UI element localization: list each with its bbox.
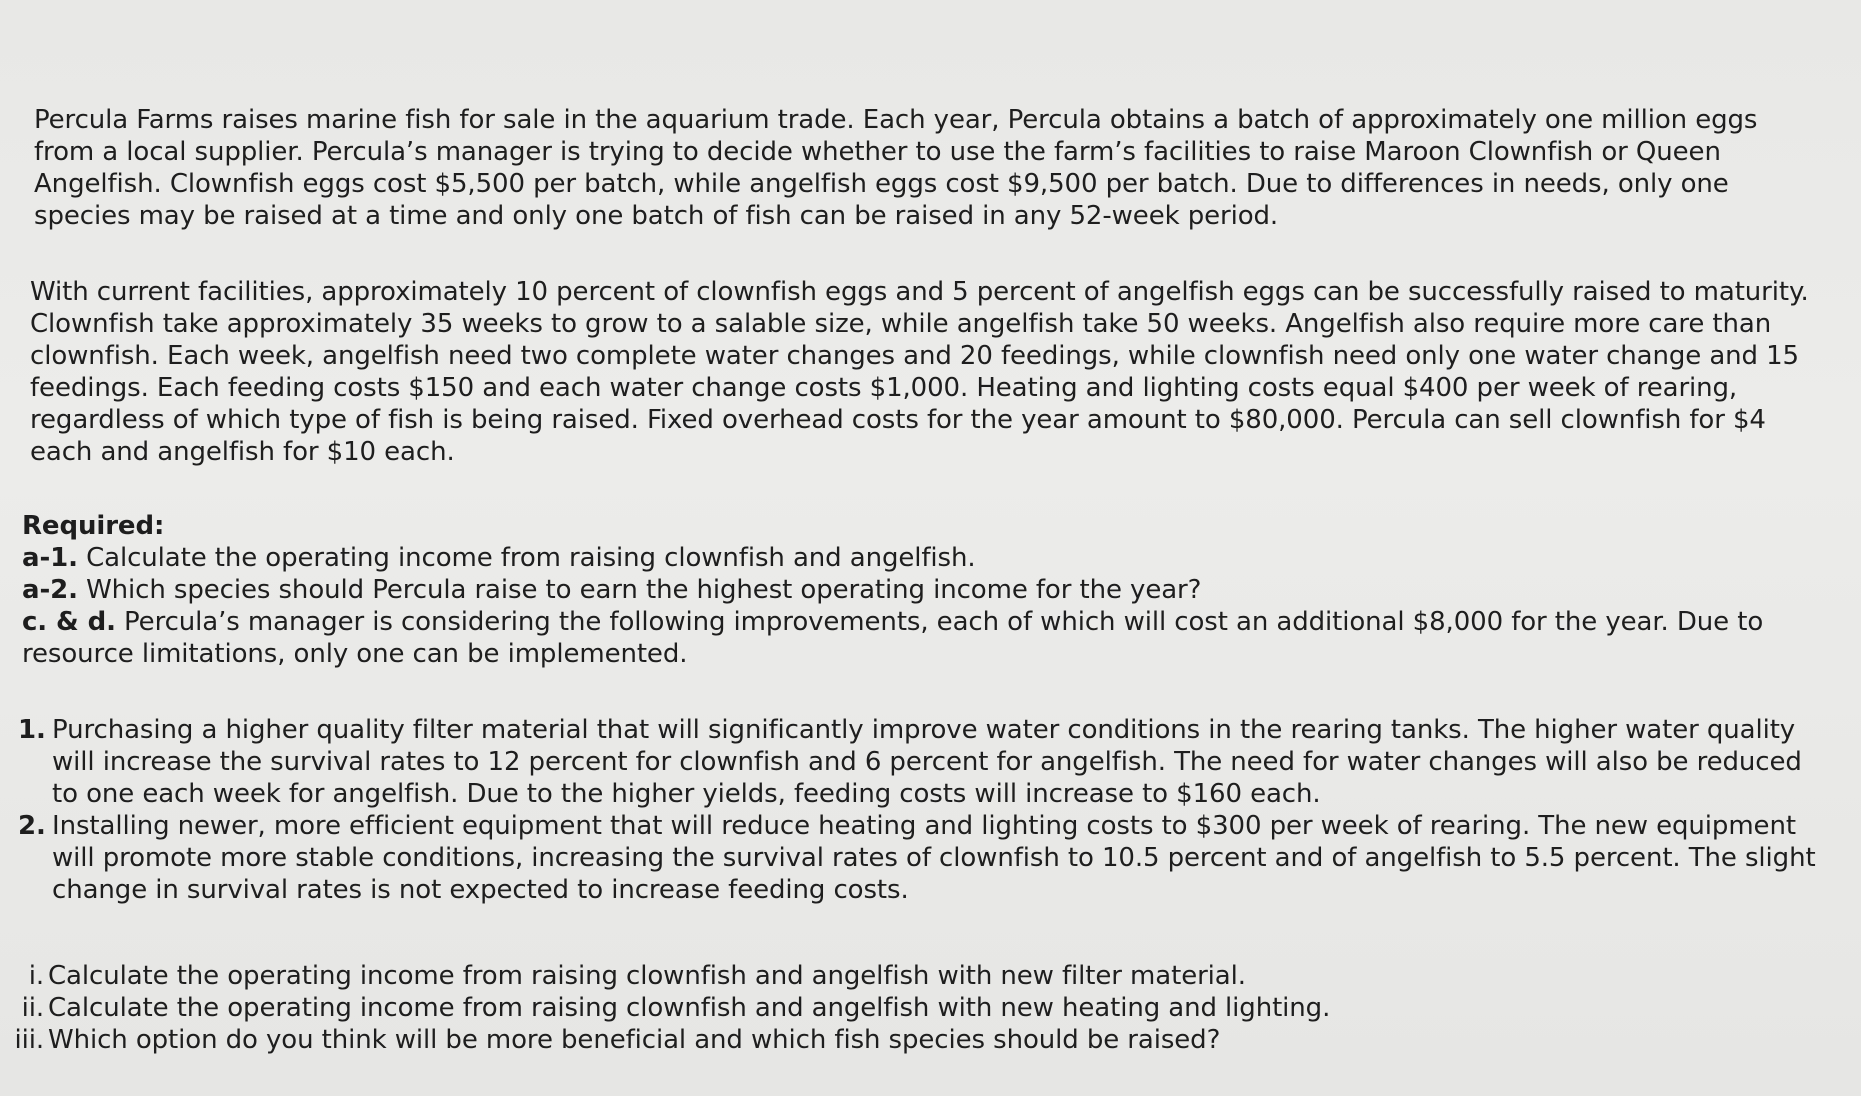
- question-number: ii.: [21, 993, 44, 1023]
- required-item-a1: [22, 542, 1832, 574]
- questions-list: [14, 960, 1814, 1056]
- question-text: Calculate the operating income from raising clownfish and angelfish with new heating and lighting.: [48, 993, 1331, 1023]
- question-text: Calculate the operating income from raising clownfish and angelfish with new filter material.: [48, 961, 1246, 991]
- required-item-text: Which species should Percula raise to earn the highest operating income for the year?: [77, 575, 1202, 605]
- improvement-item: [18, 714, 1818, 810]
- required-item-label: a-1.: [22, 543, 78, 573]
- improvement-number: 1.: [18, 715, 46, 745]
- question-item: [14, 1024, 1814, 1056]
- required-item-label: a-2.: [22, 575, 78, 605]
- question-number: i.: [28, 961, 44, 991]
- question-number: iii.: [14, 1025, 44, 1055]
- required-section: [22, 510, 1832, 670]
- question-item: [14, 960, 1814, 992]
- required-heading: Required:: [22, 511, 165, 541]
- question-text: Which option do you think will be more beneficial and which fish species should be raised?: [48, 1025, 1221, 1055]
- intro-paragraph-1: Percula Farms raises marine fish for sale in the aquarium trade. Each year, Percula obtains a batch of approximately one million eggs from a local supplier. Percula’s manager is trying to decide whether to use the farm’s facilities to raise Maroon Clownfish or Queen Angelfish. Clownfish eggs cost $5,500 per batch, while angelfish eggs cost $9,500 per batch. Due to differences in needs, only one species may be raised at a time and only one batch of fish can be raised in any 52-week period.: [34, 105, 1758, 231]
- improvement-text: Purchasing a higher quality filter material that will significantly improve water conditions in the rearing tanks. The higher water quality will increase the survival rates to 12 percent for clownfish and 6 percent for angelfish. The need for water changes will also be reduced to one each week for angelfish. Due to the higher yields, feeding costs will increase to $160 each.: [52, 715, 1802, 809]
- required-item-text: Calculate the operating income from raising clownfish and angelfish.: [77, 543, 976, 573]
- improvement-text: Installing newer, more efficient equipment that will reduce heating and lighting costs to $300 per week of rearing. The new equipment will promote more stable conditions, increasing the survival rates of clownfish to 10.5 percent and of angelfish to 5.5 percent. The slight change in survival rates is not expected to increase feeding costs.: [52, 811, 1816, 905]
- required-item-label: c. & d.: [22, 607, 116, 637]
- required-item-a2: [22, 574, 1832, 606]
- improvement-number: 2.: [18, 811, 46, 841]
- intro-paragraph-2: With current facilities, approximately 10 percent of clownfish eggs and 5 percent of angelfish eggs can be successfully raised to maturity. Clownfish take approximately 35 weeks to grow to a salable size, while angelfish take 50 weeks. Angelfish also require more care than clownfish. Each week, angelfish need two complete water changes and 20 feedings, while clownfish need only one water change and 15 feedings. Each feeding costs $150 and each water change costs $1,000. Heating and lighting costs equal $400 per week of rearing, regardless of which type of fish is being raised. Fixed overhead costs for the year amount to $80,000. Percula can sell clownfish for $4 each and angelfish for $10 each.: [30, 277, 1809, 467]
- improvement-item: [18, 810, 1818, 906]
- required-item-text: Percula’s manager is considering the following improvements, each of which will cost an additional $8,000 for the year. Due to resource limitations, only one can be implemented.: [22, 607, 1764, 669]
- required-item-cd: [22, 606, 1832, 670]
- question-item: [14, 992, 1814, 1024]
- improvements-list: [18, 714, 1818, 906]
